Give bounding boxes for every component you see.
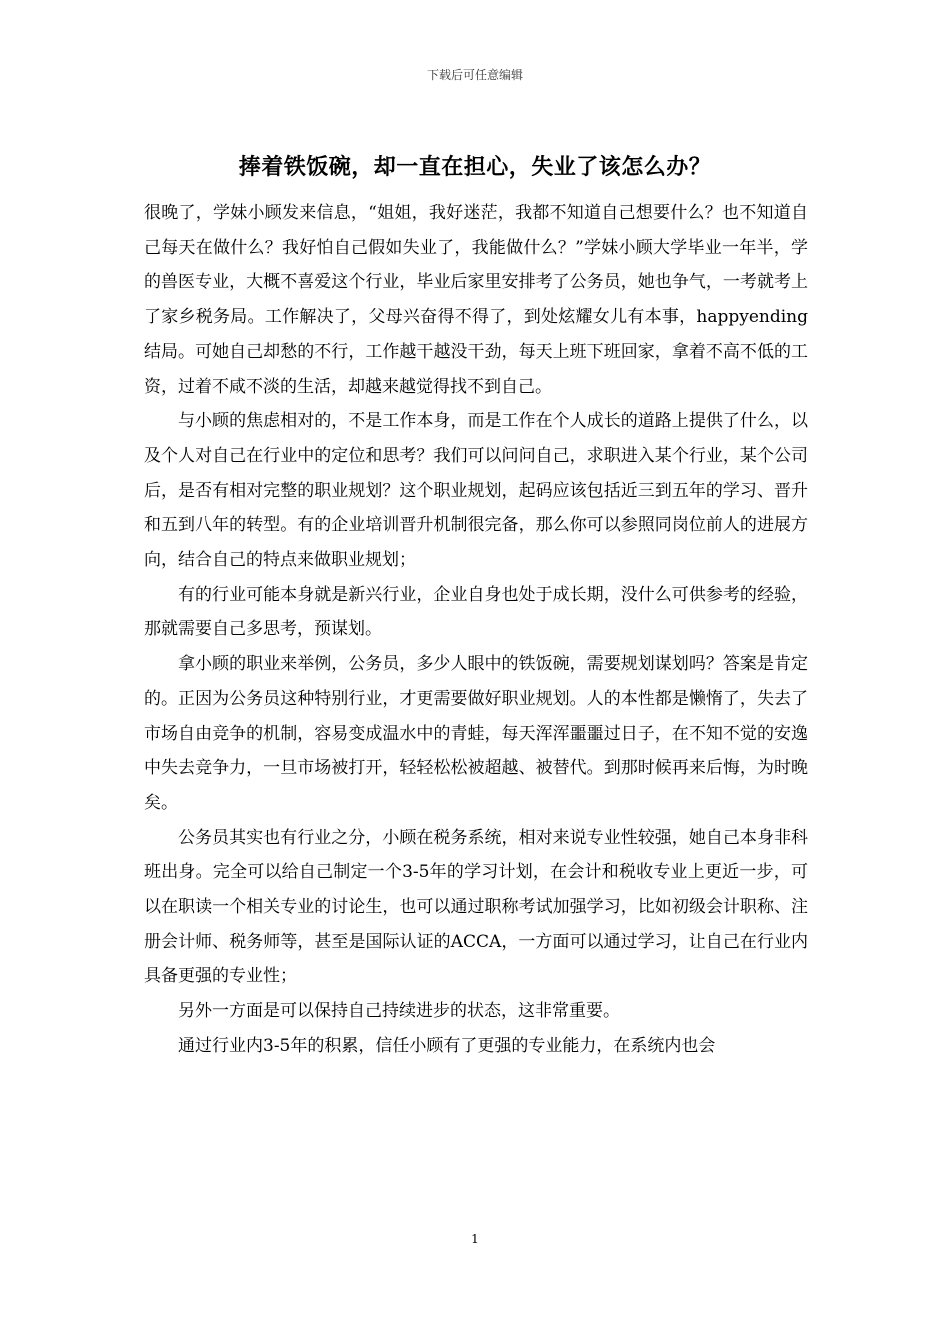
paragraph-5: 公务员其实也有行业之分，小顾在税务系统，相对来说专业性较强，她自己本身非科班出身。完全可以给自己制定一个3-5年的学习计划，在会计和税收专业上更近一步，可以在职读一个相关专业的讨论生，也可以通过职称考试加强学习，比如初级会计职称、注册会计师、税务师等，甚至是国际认证的ACCA，一方面可以通过学习，让自己在行业内具备更强的专业性；	[144, 827, 808, 987]
document-title: 捧着铁饭碗，却一直在担心，失业了该怎么办？	[238, 155, 712, 180]
document-body	[144, 196, 808, 1064]
paragraph-7: 通过行业内3-5年的积累，信任小顾有了更强的专业能力，在系统内也会	[178, 1035, 716, 1056]
page-number: 1	[471, 1232, 479, 1246]
paragraph-2: 与小顾的焦虑相对的，不是工作本身，而是工作在个人成长的道路上提供了什么，以及个人对自己在行业中的定位和思考？我们可以问问自己，求职进入某个行业，某个公司后，是否有相对完整的职业规划？这个职业规划，起码应该包括近三到五年的学习、晋升和五到八年的转型。有的企业培训晋升机制很完备，那么你可以参照同岗位前人的进展方向，结合自己的特点来做职业规划；	[144, 411, 808, 571]
paragraph-3: 有的行业可能本身就是新兴行业，企业自身也处于成长期，没什么可供参考的经验，那就需要自己多思考，预谋划。	[144, 584, 808, 640]
paragraph-1: 很晚了，学妹小顾发来信息，“姐姐，我好迷茫，我都不知道自己想要什么？也不知道自己每天在做什么？我好怕自己假如失业了，我能做什么？”学妹小顾大学毕业一年半，学的兽医专业，大概不喜爱这个行业，毕业后家里安排考了公务员，她也争气，一考就考上了家乡税务局。工作解决了，父母兴奋得不得了，到处炫耀女儿有本事，happyending结局。可她自己却愁的不行，工作越干越没干劲，每天上班下班回家，拿着不高不低的工资，过着不咸不淡的生活，却越来越觉得找不到自己。	[144, 203, 808, 397]
header-note: 下载后可任意编辑	[426, 68, 523, 82]
paragraph-4: 拿小顾的职业来举例，公务员，多少人眼中的铁饭碗，需要规划谋划吗？答案是肯定的。正因为公务员这种特别行业，才更需要做好职业规划。人的本性都是懒惰了，失去了市场自由竞争的机制，容易变成温水中的青蛙，每天浑浑噩噩过日子，在不知不觉的安逸中失去竞争力，一旦市场被打开，轻轻松松被超越、被替代。到那时候再来后悔，为时晚矣。	[144, 654, 808, 813]
paragraph-6: 另外一方面是可以保持自己持续进步的状态，这非常重要。	[178, 1001, 620, 1022]
